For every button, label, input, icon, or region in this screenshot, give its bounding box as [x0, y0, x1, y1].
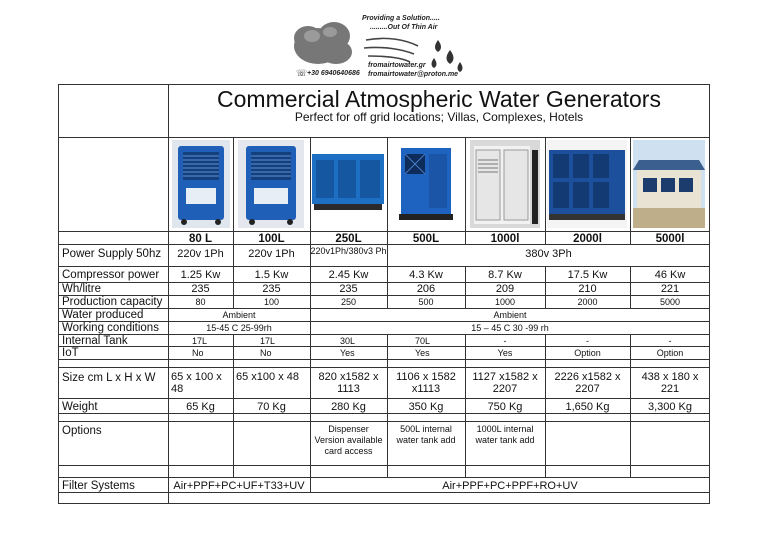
working-left: 15-45 C 25-99rh	[206, 323, 272, 333]
row-label-production: Production capacity	[62, 296, 163, 308]
product-photo-5000l	[633, 140, 705, 228]
row-label-wh-litre: Wh/litre	[62, 283, 101, 295]
compressor-250l: 2.45 Kw	[328, 269, 369, 281]
power-100l: 220v 1Ph	[248, 248, 295, 260]
tank-100l: 17L	[260, 336, 276, 346]
tank-5000l: -	[668, 336, 672, 346]
power-80l: 220v 1Ph	[177, 248, 224, 260]
product-photo-100l	[238, 140, 304, 228]
row-label-power-supply: Power Supply 50hz	[62, 248, 162, 260]
production-500l: 500	[418, 297, 434, 307]
power-250l: 220v1Ph/380v3 Ph	[310, 246, 387, 256]
tank-250l: 30L	[340, 336, 356, 346]
size-1000l: 1127 x1582 x 2207	[472, 371, 538, 395]
working-right: 15 – 45 C 30 -99 rh	[471, 323, 549, 333]
weight-5000l: 3,300 Kg	[647, 401, 693, 413]
model-1000l: 1000l	[490, 233, 520, 245]
weight-80l: 65 Kg	[186, 401, 215, 413]
production-80l: 80	[195, 297, 206, 307]
weight-250l: 280 Kg	[331, 401, 366, 413]
model-100l: 100L	[258, 233, 285, 245]
compressor-1000l: 8.7 Kw	[488, 269, 522, 281]
compressor-5000l: 46 Kw	[654, 269, 686, 281]
row-label-water-produced: Water produced	[62, 309, 144, 321]
compressor-100l: 1.5 Kw	[254, 269, 289, 281]
row-label-working: Working conditions	[62, 322, 159, 334]
slogan-line-2: .........Out Of Thin Air	[370, 24, 438, 31]
model-80l: 80 L	[188, 233, 212, 245]
weight-1000l: 750 Kg	[487, 401, 523, 413]
website: fromairtowater.gr	[368, 62, 426, 69]
row-label-size: Size cm L x H x W	[62, 372, 156, 384]
wh-250l: 235	[339, 283, 358, 295]
weight-500l: 350 Kg	[408, 401, 444, 413]
iot-5000l: Option	[656, 348, 684, 358]
product-photo-80l	[172, 140, 230, 228]
model-2000l: 2000l	[573, 233, 602, 245]
production-1000l: 1000	[494, 297, 516, 307]
wh-1000l: 209	[495, 283, 515, 295]
wh-100l: 235	[262, 283, 281, 295]
tank-1000l: -	[503, 336, 507, 346]
page-title: Commercial Atmospheric Water Generators	[217, 86, 661, 112]
row-label-iot: IoT	[62, 347, 79, 359]
filters-left: Air+PPF+PC+UF+T33+UV	[173, 480, 305, 492]
production-100l: 100	[263, 297, 280, 307]
wh-500l: 206	[416, 283, 436, 295]
tank-80l: 17L	[192, 336, 208, 346]
water-produced-left: Ambient	[222, 310, 256, 320]
row-label-filters: Filter Systems	[62, 480, 135, 492]
iot-250l: Yes	[340, 348, 355, 358]
filters-right: Air+PPF+PC+PPF+RO+UV	[442, 480, 578, 492]
production-5000l: 5000	[659, 297, 681, 307]
row-label-options: Options	[62, 425, 102, 437]
company-logo	[288, 6, 478, 82]
size-500l: 1106 x 1582 x1113	[396, 371, 456, 395]
wh-2000l: 210	[578, 283, 597, 295]
model-500l: 500L	[412, 233, 440, 245]
size-250l: 820 x1582 x 1113	[318, 371, 379, 395]
row-label-tank: Internal Tank	[62, 335, 128, 347]
model-5000l: 5000l	[655, 233, 685, 245]
product-photo-2000l	[547, 140, 627, 228]
model-250l: 250L	[335, 233, 362, 245]
product-photo-500l	[395, 140, 457, 228]
tank-500l: 70L	[415, 336, 431, 346]
compressor-80l: 1.25 Kw	[180, 269, 221, 281]
phone-icon: ☏	[296, 68, 308, 78]
phone-number: +30 6940640686	[307, 70, 360, 77]
weight-100l: 70 Kg	[257, 401, 286, 413]
weight-2000l: 1,650 Kg	[565, 401, 610, 413]
iot-2000l: Option	[574, 348, 601, 358]
wh-5000l: 221	[660, 283, 680, 295]
row-label-compressor: Compressor power	[62, 269, 160, 281]
iot-1000l: Yes	[497, 348, 513, 358]
size-100l: 65 x100 x 48	[236, 371, 299, 383]
compressor-500l: 4.3 Kw	[409, 269, 443, 281]
row-label-weight: Weight	[62, 401, 98, 413]
wh-80l: 235	[191, 283, 210, 295]
iot-80l: No	[192, 348, 204, 358]
iot-100l: No	[260, 348, 272, 358]
production-2000l: 2000	[577, 297, 598, 307]
page-subtitle: Perfect for off grid locations; Villas, Complexes, Hotels	[294, 110, 584, 124]
production-250l: 250	[340, 297, 357, 307]
email: fromairtowater@proton.me	[368, 71, 459, 78]
slogan-line-1: Providing a Solution.....	[362, 15, 440, 22]
tank-2000l: -	[586, 336, 589, 346]
water-produced-right: Ambient	[493, 310, 527, 320]
product-photo-1000l	[470, 140, 540, 228]
power-rest: 380v 3Ph	[525, 248, 572, 260]
size-5000l: 438 x 180 x 221	[641, 371, 699, 395]
size-80l: 65 x 100 x 48	[171, 371, 222, 395]
size-2000l: 2226 x1582 x 2207	[554, 371, 621, 395]
options-1000l: 1000L internal water tank add	[475, 424, 535, 445]
options-500l: 500L internal water tank add	[396, 424, 456, 445]
compressor-2000l: 17.5 Kw	[567, 269, 608, 281]
options-250l: Dispenser Version available card access	[314, 424, 383, 456]
product-photo-250l	[312, 140, 384, 228]
iot-500l: Yes	[415, 348, 430, 358]
